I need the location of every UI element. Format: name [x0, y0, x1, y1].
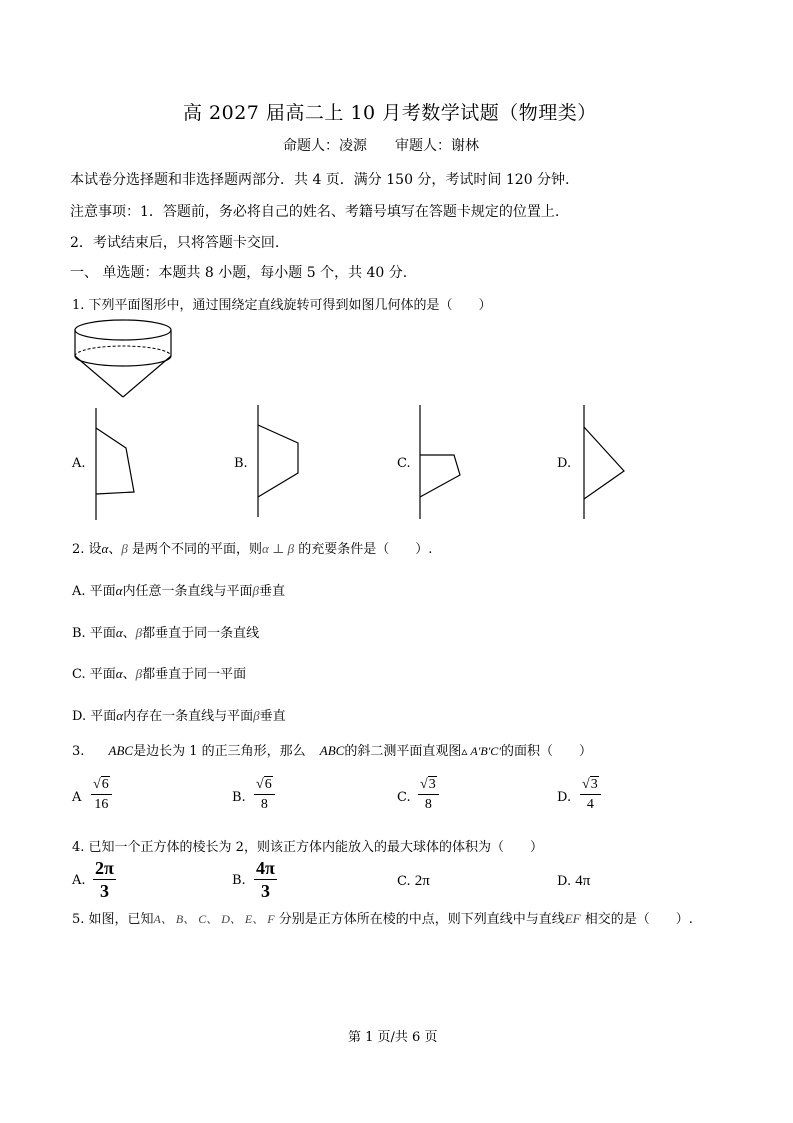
authors-line: 命题人：凌源 审题人：谢林: [283, 138, 479, 154]
q1-option-d: D.: [557, 456, 572, 471]
q4-option-c: C. 2π: [397, 873, 430, 889]
q1-option-b: B.: [234, 456, 248, 471]
q3-option-a-label: A: [72, 790, 82, 805]
q1-shape-c: [414, 405, 466, 519]
q1-option-a: A.: [72, 456, 86, 471]
page-title: 高 2027 届高二上 10 月考数学试题（物理类）: [183, 102, 597, 124]
q3-option-b-value: $\frac{√6}{8}$: [254, 776, 275, 813]
q2-option-b: B. 平面α、β都垂直于同一条直线: [72, 625, 260, 641]
question-2-stem: 2. 设α、β 是两个不同的平面，则α ⊥ β 的充要条件是（ ）.: [72, 541, 433, 557]
q1-shape-b: [252, 405, 304, 517]
q2-option-d: D. 平面α内存在一条直线与平面β垂直: [72, 708, 286, 724]
q3-option-a-value: $\frac{√6}{16}$: [91, 776, 112, 813]
exam-info: 本试卷分选择题和非选择题两部分．共 4 页．满分 150 分，考试时间 120 分钟.: [70, 172, 570, 188]
page-footer: 第 1 页/共 6 页: [348, 1030, 438, 1045]
q3-option-b-label: B.: [232, 790, 246, 805]
q4-option-a-value: $\frac{2\pi}{3}$: [95, 858, 114, 901]
q4-option-b-value: $\frac{4\pi}{3}$: [256, 858, 275, 901]
notice-2: 2．考试结束后，只将答题卡交回.: [70, 235, 280, 251]
question-1-stem: 1. 下列平面图形中，通过围绕定直线旋转可得到如图几何体的是（ ）: [72, 298, 492, 313]
q3-option-d-value: $\frac{√3}{4}$: [580, 776, 601, 813]
q4-option-b-label: B.: [232, 873, 246, 888]
q2-option-a: A. 平面α内任意一条直线与平面β垂直: [72, 583, 285, 599]
question-3-stem: 3. ABC是边长为 1 的正三角形，那么 ABC的斜二测平面直观图▵ A′B′C′的面积（ ）: [72, 743, 592, 759]
q1-shape-a: [90, 408, 140, 520]
question-4-stem: 4. 已知一个正方体的棱长为 2，则该正方体内能放入的最大球体的体积为（ ）: [72, 840, 543, 855]
q1-shape-d: [578, 405, 630, 519]
q1-option-c: C.: [397, 456, 411, 471]
q4-option-d: D. 4π: [557, 873, 591, 889]
solid-figure: [70, 318, 180, 400]
q3-option-c-value: $\frac{√3}{8}$: [418, 776, 439, 813]
question-5-stem: 5. 如图，已知A、 B、 C、 D、 E、 F 分别是正方体所在棱的中点，则下列直线中与直线EF 相交的是（ ）.: [72, 911, 693, 927]
q3-option-c-label: C.: [397, 790, 411, 805]
section-heading: 一、 单选题：本题共 8 小题，每小题 5 个，共 40 分.: [70, 265, 408, 281]
q2-option-c: C. 平面α、β都垂直于同一平面: [72, 666, 247, 682]
q3-option-d-label: D.: [557, 790, 572, 805]
notice-1: 注意事项：1．答题前，务必将自己的姓名、考籍号填写在答题卡规定的位置上.: [70, 204, 560, 220]
q4-option-a-label: A.: [72, 873, 86, 888]
